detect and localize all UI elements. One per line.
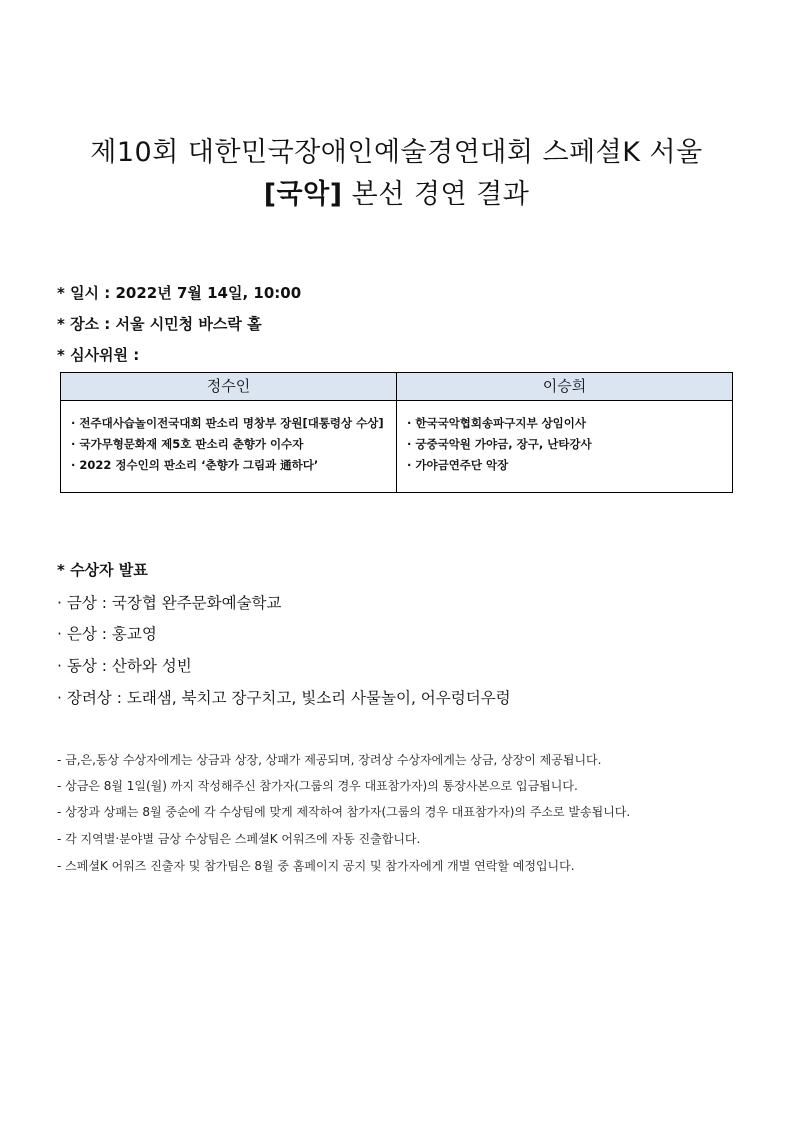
judges-label: * 심사위원 : [57, 346, 140, 364]
career-item: · 국가무형문화재 제5호 판소리 춘향가 이수자 [71, 437, 304, 451]
career-item: · 전주대사습놀이전국대회 판소리 명창부 장원[대통령상 수상] [71, 416, 384, 430]
judge-name-1: 정수인 [61, 373, 397, 401]
career-item: · 2022 정수인의 판소리 ‘춘향가 그림과 通하다’ [71, 458, 319, 472]
note-item: - 상장과 상패는 8월 중순에 각 수상팀에 맞게 제작하여 참가자(그룹의 경우 대표참가자)의 주소로 발송됩니다. [57, 805, 631, 819]
awards-title: * 수상자 발표 [57, 561, 148, 579]
note-item: - 각 지역별‧분야별 금상 수상팀은 스페셜K 어워즈에 자동 진출합니다. [57, 832, 421, 846]
award-gold: · 금상 : 국장협 완주문화예술학교 [57, 594, 282, 612]
career-item: · 한국국악협회송파구지부 상임이사 [407, 416, 587, 430]
event-date: * 일시 : 2022년 7월 14일, 10:00 [57, 284, 302, 302]
judge-career-2 [397, 401, 732, 492]
award-silver: · 은상 : 홍교영 [57, 625, 157, 643]
subtitle-category: [국악] [263, 179, 343, 210]
award-encouragement: · 장려상 : 도래샘, 북치고 장구치고, 빛소리 사물놀이, 어우렁더우렁 [57, 689, 511, 707]
event-place: * 장소 : 서울 시민청 바스락 홀 [57, 315, 262, 333]
judge-career-1 [61, 401, 397, 492]
career-item: · 궁중국악원 가야금, 장구, 난타강사 [407, 437, 592, 451]
subtitle-text: 본선 경연 결과 [342, 179, 530, 210]
page-title: 제10회 대한민국장애인예술경연대회 스페셜K 서울 [90, 137, 703, 168]
judge-name-2: 이승희 [397, 373, 732, 401]
judges-table [60, 372, 733, 493]
award-bronze: · 동상 : 산하와 성빈 [57, 657, 192, 675]
note-item: - 스페셜K 어워즈 진출자 및 참가팀은 8월 중 홈페이지 공지 및 참가자에게 개별 연락할 예정입니다. [57, 859, 575, 873]
note-item: - 금,은,동상 수상자에게는 상금과 상장, 상패가 제공되며, 장려상 수상자에게는 상금, 상장이 제공됩니다. [57, 753, 602, 767]
career-item: · 가야금연주단 악장 [407, 458, 509, 472]
note-item: - 상금은 8월 1일(월) 까지 작성해주신 참가자(그룹의 경우 대표참가자)의 통장사본으로 입금됩니다. [57, 779, 578, 793]
page-subtitle [0, 172, 793, 211]
